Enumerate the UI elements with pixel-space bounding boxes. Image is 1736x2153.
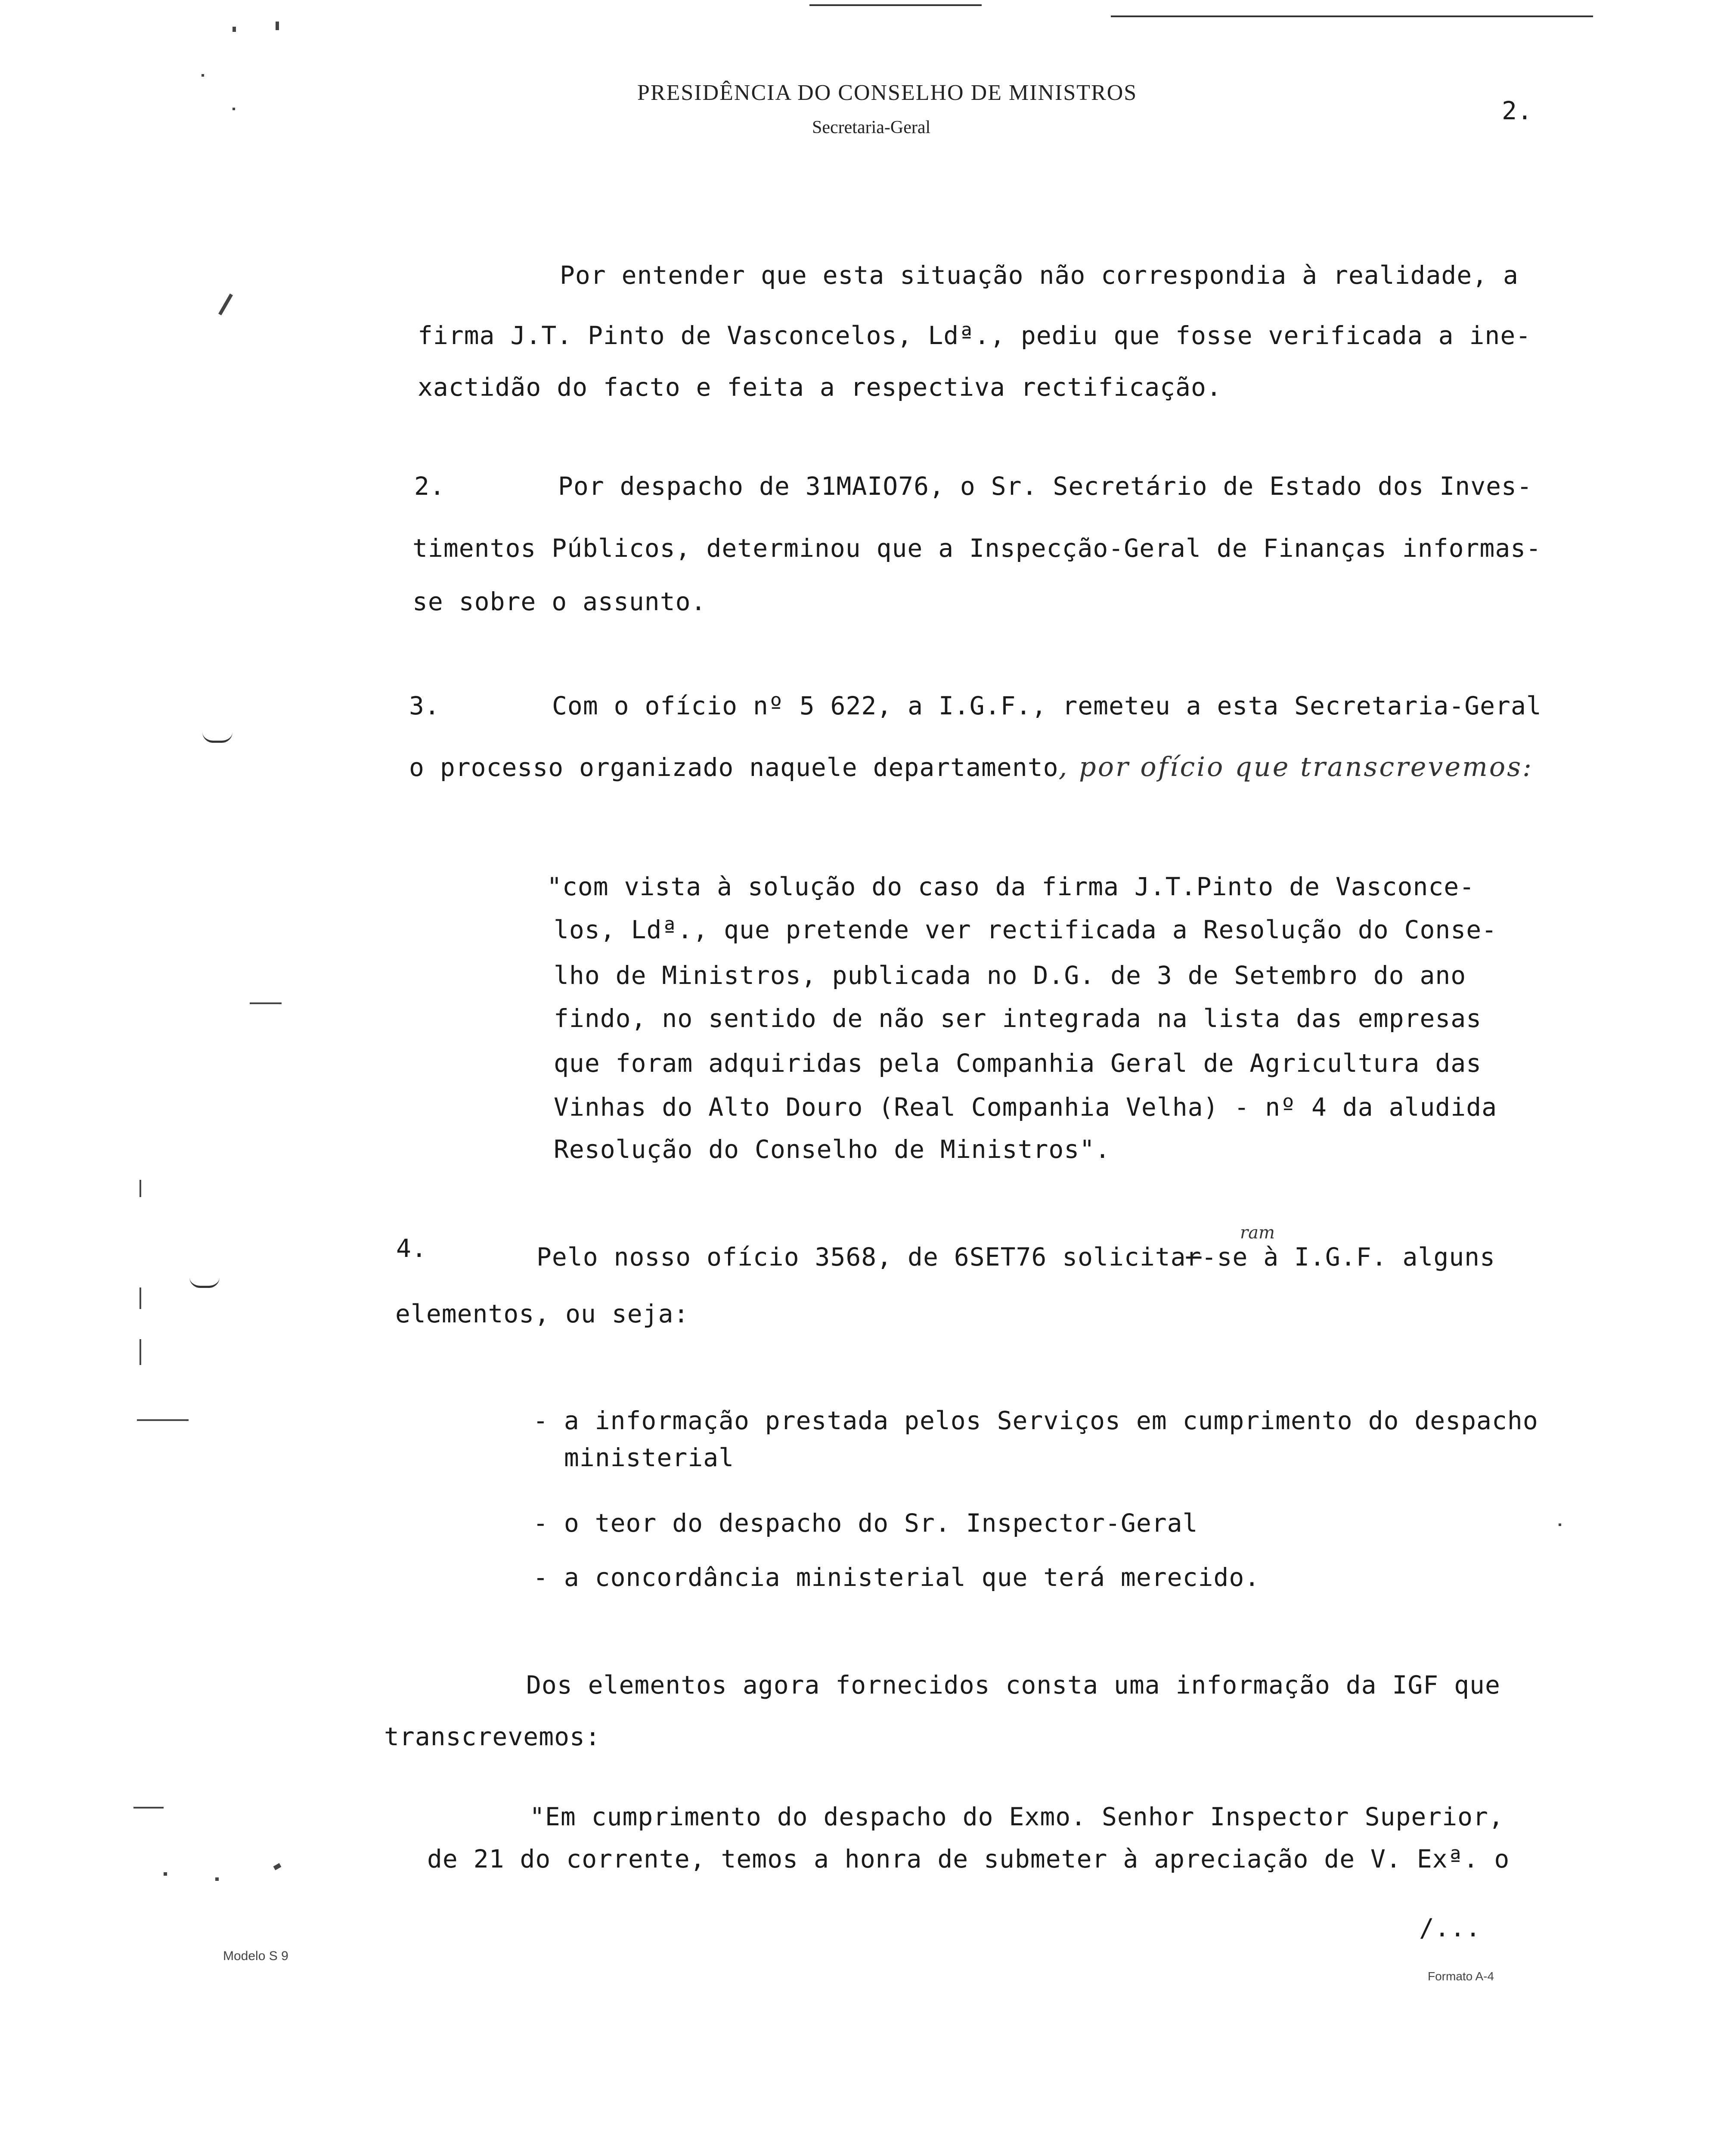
scan-mark	[218, 294, 233, 316]
page-number: 2.	[1502, 96, 1533, 125]
p3-number: 3.	[409, 691, 440, 720]
p3-line-2	[409, 751, 1533, 782]
p1-line-2: firma J.T. Pinto de Vasconcelos, Ldª., pediu que fosse verificada a ine-	[418, 321, 1531, 350]
p4-line-1-end: -se à I.G.F. alguns	[1201, 1242, 1495, 1272]
p4-line-1	[536, 1242, 1495, 1272]
top-rule-left	[809, 4, 982, 6]
p5-line-2: transcrevemos:	[384, 1722, 601, 1751]
scan-mark	[276, 22, 279, 30]
p4-line-1-start: Pelo nosso ofício 3568, de 6SET76 solicita	[536, 1242, 1186, 1272]
binder-line	[137, 1419, 189, 1421]
quote1-line-6: Vinhas do Alto Douro (Real Companhia Velha) - nº 4 da aludida	[554, 1092, 1497, 1122]
scan-mark	[273, 1863, 282, 1871]
institution-heading: PRESIDÊNCIA DO CONSELHO DE MINISTROS	[637, 81, 1138, 105]
p4-number: 4.	[396, 1234, 427, 1263]
scan-mark	[202, 74, 204, 77]
scan-mark	[232, 108, 235, 110]
quote1-line-7: Resolução do Conselho de Ministros".	[554, 1135, 1111, 1164]
format-label: Formato A-4	[1428, 1970, 1494, 1983]
binder-line	[140, 1180, 141, 1197]
quote2-line-2: de 21 do corrente, temos a honra de submeter à apreciação de V. Exª. o	[427, 1844, 1510, 1874]
scan-mark	[164, 1872, 167, 1876]
binder-curve	[189, 1277, 220, 1288]
p2-line-2: timentos Públicos, determinou que a Inspecção-Geral de Finanças informas-	[412, 534, 1542, 563]
binder-curve	[202, 732, 232, 743]
quote1-line-3: lho de Ministros, publicada no D.G. de 3 de Setembro do ano	[554, 961, 1466, 990]
quote1-line-2: los, Ldª., que pretende ver rectificada a Resolução do Conse-	[554, 915, 1497, 944]
p1-line-3: xactidão do facto e feita a respectiva rectificação.	[418, 372, 1222, 402]
binder-line	[250, 1002, 282, 1004]
quote1-line-5: que foram adquiridas pela Companhia Geral de Agricultura das	[554, 1049, 1482, 1078]
quote2-line-1: "Em cumprimento do despacho do Exmo. Senhor Inspector Superior,	[530, 1802, 1504, 1831]
quote1-line-4: findo, no sentido de não ser integrada na lista das empresas	[554, 1004, 1482, 1033]
p1-line-1: Por entender que esta situação não correspondia à realidade, a	[560, 261, 1519, 290]
scan-mark	[232, 27, 236, 32]
scan-mark	[215, 1877, 219, 1881]
model-label: Modelo S 9	[223, 1949, 288, 1963]
p2-line-3: se sobre o assunto.	[412, 587, 707, 616]
binder-line	[133, 1807, 164, 1809]
quote1-line-1: "com vista à solução do caso da firma J.T.Pinto de Vasconce-	[547, 872, 1475, 901]
p4-handwritten-insert: ram	[1240, 1223, 1275, 1243]
p4-line-2: elementos, ou seja:	[395, 1299, 689, 1328]
department-subheading: Secretaria-Geral	[812, 118, 931, 137]
p5-line-1: Dos elementos agora fornecidos consta uma informação da IGF que	[526, 1670, 1500, 1700]
bullet-1: - a informação prestada pelos Serviços em cumprimento do despacho	[533, 1406, 1538, 1435]
binder-line	[140, 1339, 141, 1365]
continuation-mark: /...	[1419, 1913, 1481, 1942]
bullet-3: - a concordância ministerial que terá merecido.	[533, 1563, 1260, 1592]
scan-mark	[1559, 1523, 1561, 1526]
p2-line-1: Por despacho de 31MAIO76, o Sr. Secretário de Estado dos Inves-	[558, 472, 1532, 501]
p2-number: 2.	[414, 472, 445, 501]
p4-struck-letter: r	[1186, 1242, 1202, 1272]
p3-line-2-typed: o processo organizado naquele departamento	[409, 753, 1059, 782]
bullet-2: - o teor do despacho do Sr. Inspector-Geral	[533, 1508, 1198, 1538]
p3-handwritten-addition: , por ofício que transcrevemos:	[1058, 751, 1533, 782]
p3-line-1: Com o ofício nº 5 622, a I.G.F., remeteu a esta Secretaria-Geral	[552, 691, 1542, 720]
binder-line	[140, 1287, 141, 1309]
bullet-1-cont: ministerial	[564, 1443, 735, 1472]
top-rule-right	[1111, 16, 1593, 17]
